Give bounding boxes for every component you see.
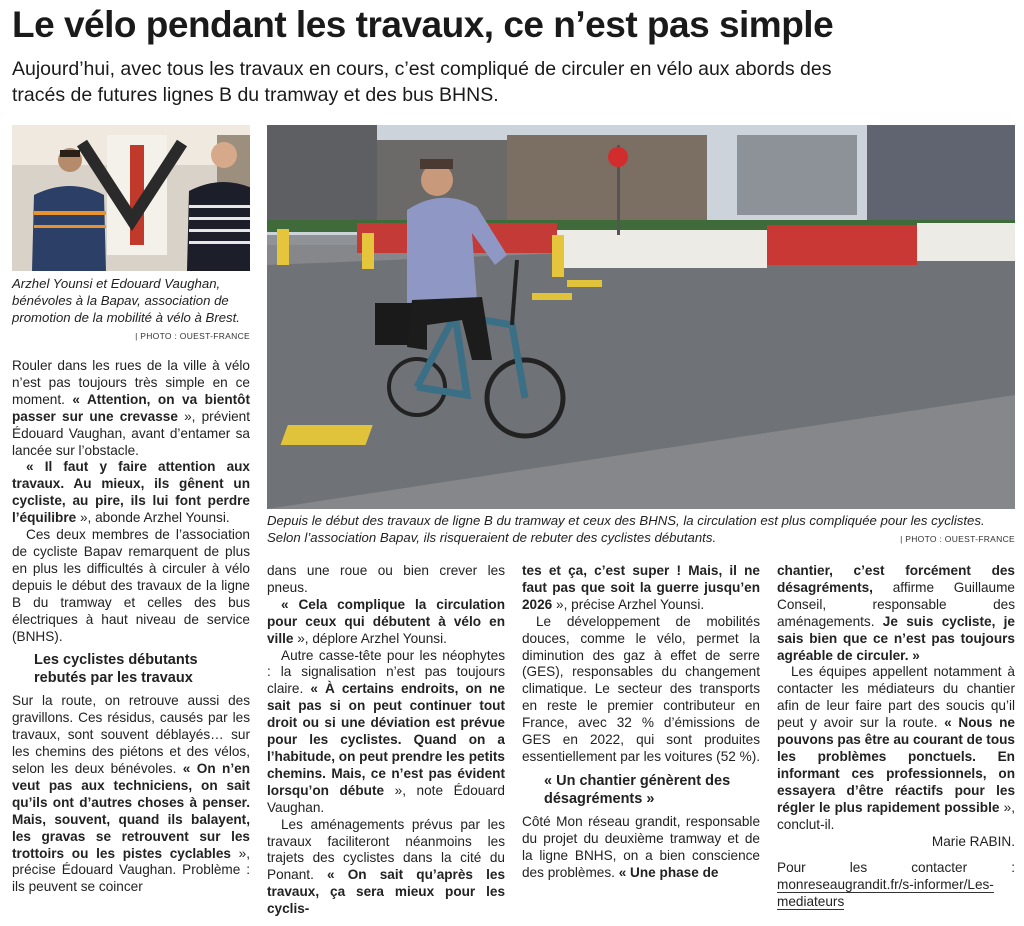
headline: Le vélo pendant les travaux, ce n’est pas simple (12, 4, 834, 45)
signature: Marie RABIN. (931, 833, 1015, 849)
paragraph: Autre casse-tête pour les néophytes : la signalisation n’est pas toujours claire. « À certains endroits, on ne sait pas si on peut continuer tout droit ou si une déviation est prévue pour les cyclistes. Quand on a l’habitude, on peut prendre les petits chemins. Mais, ce n’est pas évident lorsqu’on débute », note Édouard Vaughan. (267, 647, 505, 815)
paragraph: Les équipes appellent notamment à contacter les médiateurs du chantier afin de leur faire part des soucis qu’il peut y avoir sur la route. « Nous ne pouvons pas être au courant de tous les problèmes ponctuels. En informant ces professionnels, on essayera d’être réactifs pour les régler le plus rapidement possible », conclut-il. (777, 664, 1015, 832)
paragraph: chantier, c’est forcément des désagréments, affirme Guillaume Conseil, responsable des aménagements. Je suis cycliste, je sais bien que ce n’est pas toujours agréable de circuler. » (777, 563, 1015, 663)
subheading: « Un chantier génèrent des désagréments » (544, 772, 731, 807)
article-column-4 (777, 563, 1015, 911)
paragraph: Les aménagements prévus par les travaux faciliteront néanmoins les trajets des cyclistes dans la cité du Ponant. « On sait qu’après les travaux, ça sera mieux pour les cyclis- (267, 816, 506, 917)
paragraph: tes et ça, c’est super ! Mais, il ne faut pas que soit la guerre jusqu’en 2026 », précise Arzhel Younsi. (522, 563, 760, 612)
mediators-link[interactable]: monreseaugrandit.fr/s-informer/Les-mediateurs (777, 877, 994, 910)
photo-cyclist-credit: | PHOTO : OUEST-FRANCE (900, 534, 1015, 544)
paragraph: Rouler dans les rues de la ville à vélo n’est pas toujours très simple en ce moment. « Attention, on va bientôt passer sur une crevasse », prévient Édouard Vaughan, avant d’entamer sa lancée sur l’obstacle. (12, 358, 250, 458)
paragraph: Sur la route, on retrouve aussi des gravillons. Ces résidus, causés par les travaux, sont souvent déblayés… sur les chemins des piétons et des vélos, selon les deux bénévoles. « On n’en veut pas aux techniciens, on sait qu’ils ont d’autres choses à penser. Mais, souvent, quand ils balayent, les gravas se retrouvent sur les trottoirs ou les pistes cyclables », précise Édouard Vaughan. Problème : ils peuvent se coincer (12, 693, 250, 895)
photo-volunteers-caption: Arzhel Younsi et Edouard Vaughan, bénévoles à la Bapav, association de promotion de la mobilité à vélo à Brest. (12, 276, 240, 325)
subheading: Les cyclistes débutants rebutés par les travaux (34, 652, 198, 687)
standfirst: Aujourd’hui, avec tous les travaux en cours, c’est compliqué de circuler en vélo aux abords des tracés de futures lignes B du tramway et des bus BHNS. (12, 58, 832, 106)
article-column-2 (267, 563, 505, 918)
paragraph: Le développement de mobilités douces, comme le vélo, permet la diminution des gaz à effet de serre (GES), responsables du changement climatique. Le secteur des transports en reste le premier contributeur en France, avec 32 % d’émissions de GES en 2022, qui sont produites essentiellement par les voitures (52 %). (522, 613, 760, 764)
photo-cyclist (267, 125, 1015, 509)
photo-volunteers (12, 125, 250, 271)
photo-cyclist-caption: Depuis le début des travaux de ligne B du tramway et ceux des BHNS, la circulation est plus compliquée pour les cyclistes. Selon l’association Bapav, ils risqueraient de rebuter des cyclistes débutants. (267, 513, 985, 545)
paragraph: « Cela complique la circulation pour ceux qui débutent à vélo en ville », déplore Arzhel Younsi. (267, 596, 505, 646)
photo-volunteers-credit: | PHOTO : OUEST-FRANCE (135, 331, 250, 341)
paragraph: « Il faut y faire attention aux travaux. Au mieux, ils gênent un cycliste, au pire, ils lui font perdre l’équilibre », abonde Arzhel Younsi. (12, 459, 250, 526)
paragraph: dans une roue ou bien crever les pneus. (267, 563, 505, 595)
contact-line: Pour les contacter : monreseaugrandit.fr/s-informer/Les-mediateurs (777, 860, 1015, 910)
paragraph: Côté Mon réseau grandit, responsable du projet du deuxième tramway et de la ligne BNHS, on a bien conscience des problèmes. « Une phase de (522, 813, 760, 880)
paragraph: Ces deux membres de l’association de cycliste Bapav remarquent de plus en plus les difficultés à circuler à vélo depuis le début des travaux de la ligne B du tramway et celles des bus électriques à haut niveau de service (BNHS). (12, 527, 250, 644)
article-column-3 (522, 563, 760, 882)
article-column-1 (12, 358, 250, 896)
